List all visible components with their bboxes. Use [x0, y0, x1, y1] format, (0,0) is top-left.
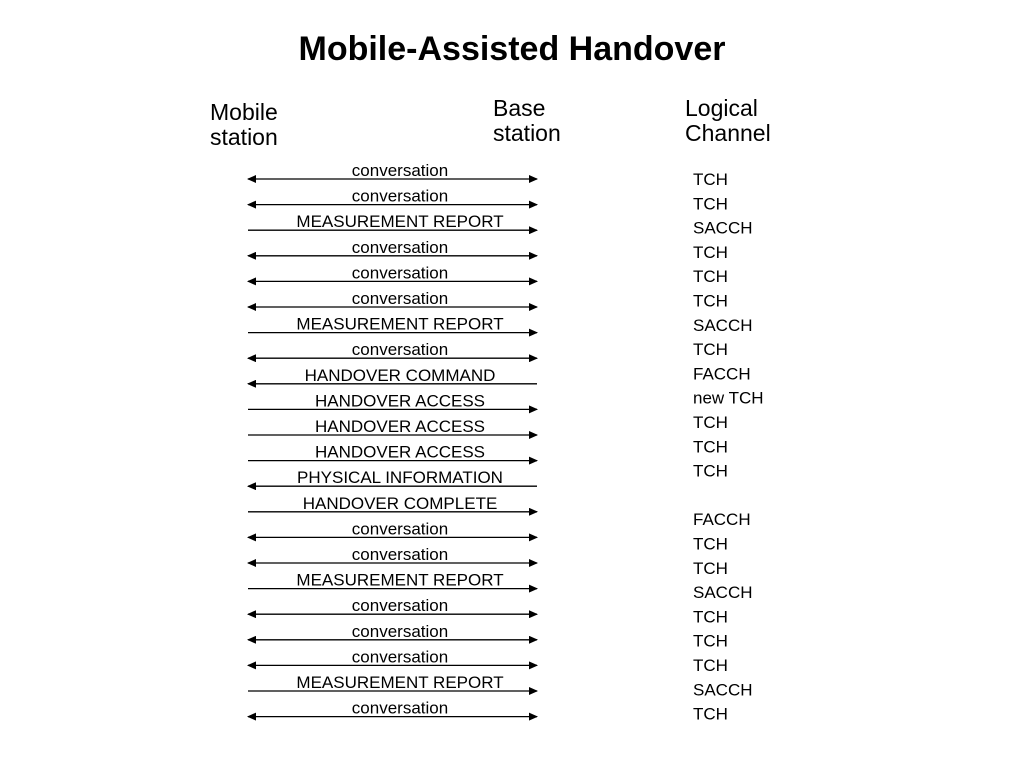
message-label: HANDOVER COMPLETE [302, 493, 498, 513]
base-station-header-line1: Base [493, 95, 546, 121]
message-row [248, 366, 537, 385]
message-row [248, 238, 537, 257]
logical-channel-header-line1: Logical [685, 95, 758, 121]
channel-list [693, 170, 764, 724]
channel-label: TCH [693, 461, 728, 481]
channel-label: TCH [693, 267, 728, 287]
message-row [248, 391, 537, 410]
message-label: conversation [351, 698, 449, 718]
message-row [248, 212, 537, 231]
channel-label: TCH [693, 413, 728, 432]
channel-label: TCH [693, 242, 728, 262]
channel-label: TCH [693, 291, 728, 311]
message-label: conversation [351, 545, 449, 564]
message-label: MEASUREMENT REPORT [296, 314, 504, 334]
message-row [248, 417, 537, 436]
message-label: MEASUREMENT REPORT [296, 570, 504, 590]
message-row [248, 647, 537, 666]
message-label: conversation [351, 519, 449, 539]
message-row [248, 263, 537, 282]
channel-label: SACCH [693, 218, 753, 238]
channel-label: TCH [693, 170, 728, 189]
message-label: conversation [351, 596, 449, 616]
message-label: conversation [351, 186, 449, 206]
message-label: conversation [351, 340, 449, 360]
message-label: HANDOVER ACCESS [314, 417, 486, 436]
message-label: conversation [351, 647, 449, 667]
message-label: conversation [351, 161, 449, 180]
message-row [248, 443, 537, 462]
message-row [248, 494, 537, 513]
logical-channel-header-line2: Channel [685, 120, 771, 146]
page-title: Mobile-Assisted Handover [298, 30, 726, 68]
channel-label: FACCH [693, 510, 751, 530]
message-label: conversation [351, 621, 449, 641]
channel-label: SACCH [693, 315, 753, 335]
message-label: conversation [351, 263, 449, 283]
channel-label: SACCH [693, 680, 753, 700]
message-label: conversation [351, 237, 449, 257]
message-row [248, 699, 537, 718]
message-label: HANDOVER COMMAND [304, 365, 496, 385]
channel-label: TCH [693, 558, 728, 578]
message-row [248, 622, 537, 641]
mobile-station-header-line1: Mobile [210, 99, 278, 125]
message-row [248, 315, 537, 334]
message-row [248, 596, 537, 615]
message-row [248, 187, 537, 206]
message-row [248, 571, 537, 590]
channel-label: TCH [693, 607, 728, 627]
channel-label: TCH [693, 704, 728, 724]
message-label: conversation [351, 289, 449, 308]
message-label: HANDOVER ACCESS [314, 391, 486, 411]
message-row [248, 545, 537, 564]
message-row [248, 161, 537, 180]
channel-label: TCH [693, 631, 728, 651]
message-label: MEASUREMENT REPORT [296, 212, 504, 232]
message-row [248, 673, 537, 692]
message-row [248, 519, 537, 538]
channel-label: FACCH [693, 364, 751, 384]
channel-label: TCH [693, 534, 728, 554]
message-label: HANDOVER ACCESS [314, 442, 486, 462]
message-label: MEASUREMENT REPORT [296, 673, 504, 692]
message-label: PHYSICAL INFORMATION [297, 468, 503, 488]
message-row [248, 468, 537, 487]
message-list [248, 161, 537, 718]
base-station-header-line2: station [493, 120, 561, 146]
channel-label: SACCH [693, 583, 753, 603]
message-row [248, 340, 537, 359]
channel-label: TCH [693, 340, 728, 360]
channel-label: TCH [693, 194, 728, 214]
mobile-station-header-line2: station [210, 124, 278, 150]
channel-label: TCH [693, 656, 728, 675]
channel-label: new TCH [693, 388, 764, 408]
channel-label: TCH [693, 437, 728, 457]
message-row [248, 289, 537, 308]
